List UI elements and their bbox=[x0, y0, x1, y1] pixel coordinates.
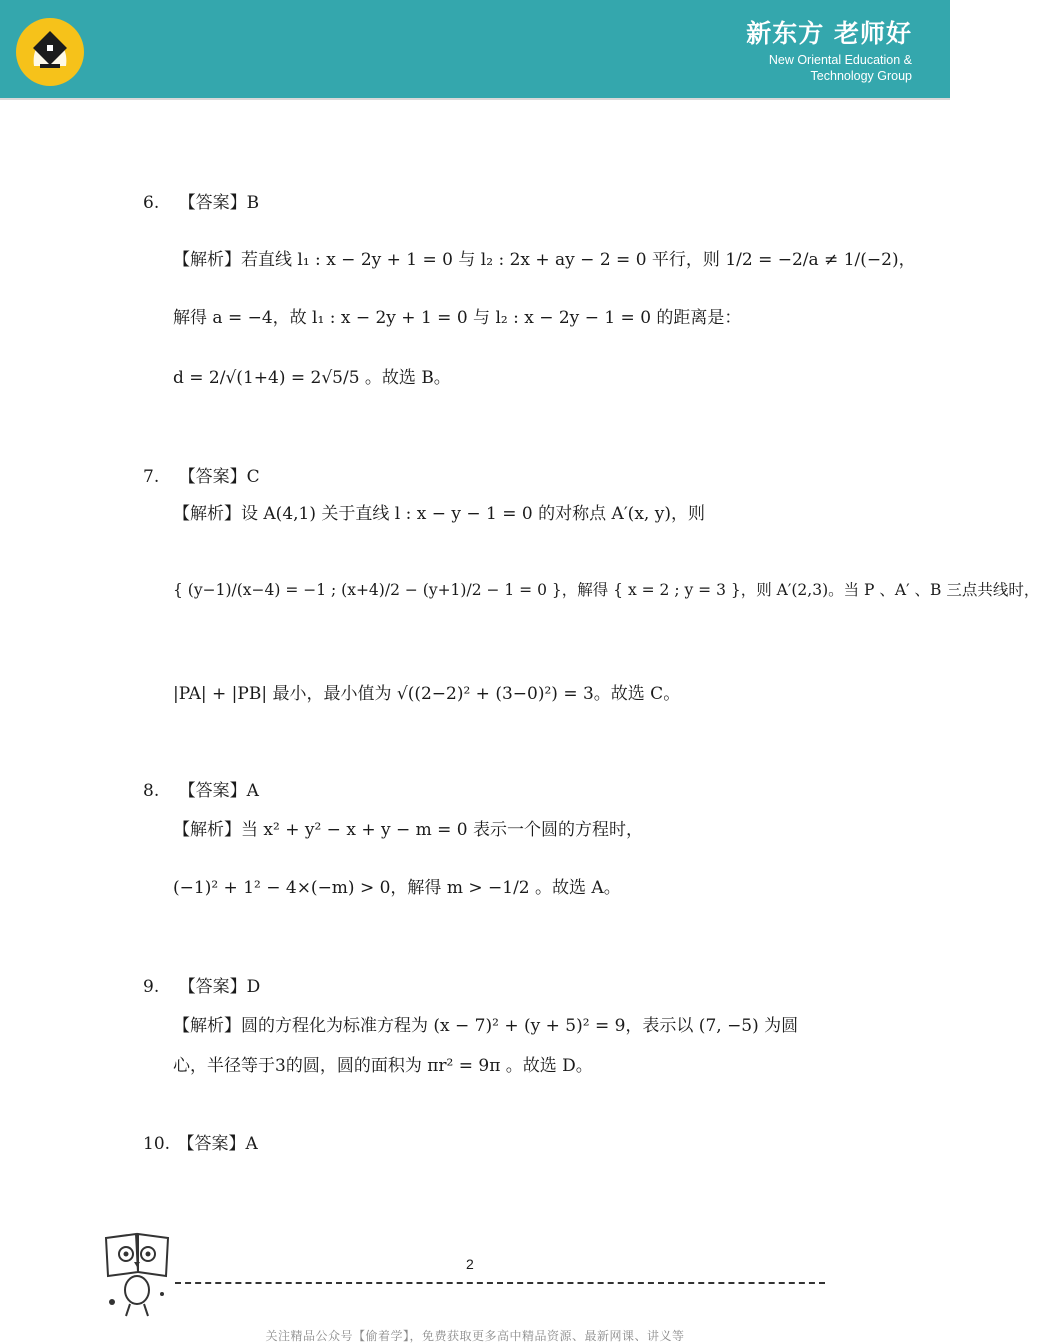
q6-analysis-line-1: 【解析】若直线 l₁ : x − 2y + 1 = 0 与 l₂ : 2x + ay − 2 = 0 平行，则 1/2 = −2/a ≠ 1/(−2)， bbox=[173, 250, 916, 270]
question-number: 7. bbox=[143, 467, 160, 487]
q6-analysis-line-2: 解得 a = −4，故 l₁ : x − 2y + 1 = 0 与 l₂ : x − 2y − 1 = 0 的距离是： bbox=[173, 308, 742, 328]
page-number: 2 bbox=[466, 1256, 474, 1272]
brand-name-cn: 新东方 老师好 bbox=[746, 19, 912, 48]
question-6-heading bbox=[143, 188, 259, 213]
q9-analysis-line-2: 心，半径等于3的圆，圆的面积为 πr² = 9π 。故选 D。 bbox=[173, 1056, 593, 1076]
question-9-heading bbox=[143, 972, 260, 997]
page-header bbox=[0, 0, 950, 100]
footer-divider bbox=[175, 1282, 825, 1284]
brand-name-en bbox=[652, 52, 912, 84]
q6-analysis-line-3: d = 2/√(1+4) = 2√5/5 。故选 B。 bbox=[173, 368, 451, 388]
q7-analysis-line-2: { (y−1)/(x−4) = −1 ; (x+4)/2 − (y+1)/2 − 1 = 0 }，解得 { x = 2 ; y = 3 }，则 A′(2,3)。当 P 、A′ 、B 三点共线时， bbox=[173, 581, 1039, 599]
q7-analysis-line-1: 【解析】设 A(4,1) 关于直线 l : x − y − 1 = 0 的对称点 A′(x, y)，则 bbox=[173, 504, 705, 524]
question-number: 10. bbox=[143, 1134, 171, 1154]
q7-analysis-line-3: |PA| + |PB| 最小，最小值为 √((2−2)² + (3−0)²) = 3。故选 C。 bbox=[173, 684, 681, 704]
question-number: 9. bbox=[143, 977, 160, 997]
answer-label: 【答案】C bbox=[178, 467, 260, 487]
question-10-heading bbox=[143, 1129, 258, 1154]
footer-promo-text: 关注精品公众号【偷着学】，免费获取更多高中精品资源、最新网课、讲义等 bbox=[265, 1329, 685, 1343]
new-oriental-logo-icon bbox=[16, 18, 84, 86]
owl-reading-mascot-icon bbox=[102, 1232, 174, 1322]
question-7-heading bbox=[143, 462, 260, 487]
question-8-heading bbox=[143, 776, 259, 801]
answer-label: 【答案】D bbox=[178, 977, 261, 997]
brand-en-line1: New Oriental Education & bbox=[768, 53, 912, 67]
question-number: 8. bbox=[143, 781, 160, 801]
answer-label: 【答案】A bbox=[178, 781, 259, 801]
q8-analysis-line-2: (−1)² + 1² − 4×(−m) > 0，解得 m > −1/2 。故选 A。 bbox=[173, 878, 621, 898]
answer-label: 【答案】A bbox=[177, 1134, 258, 1154]
brand-en-line2: Technology Group bbox=[810, 69, 912, 83]
q9-analysis-line-1: 【解析】圆的方程化为标准方程为 (x − 7)² + (y + 5)² = 9，表示以 (7, −5) 为圆 bbox=[173, 1016, 799, 1036]
q8-analysis-line-1: 【解析】当 x² + y² − x + y − m = 0 表示一个圆的方程时， bbox=[173, 820, 644, 840]
answer-label: 【答案】B bbox=[178, 193, 260, 213]
question-number: 6. bbox=[143, 193, 160, 213]
